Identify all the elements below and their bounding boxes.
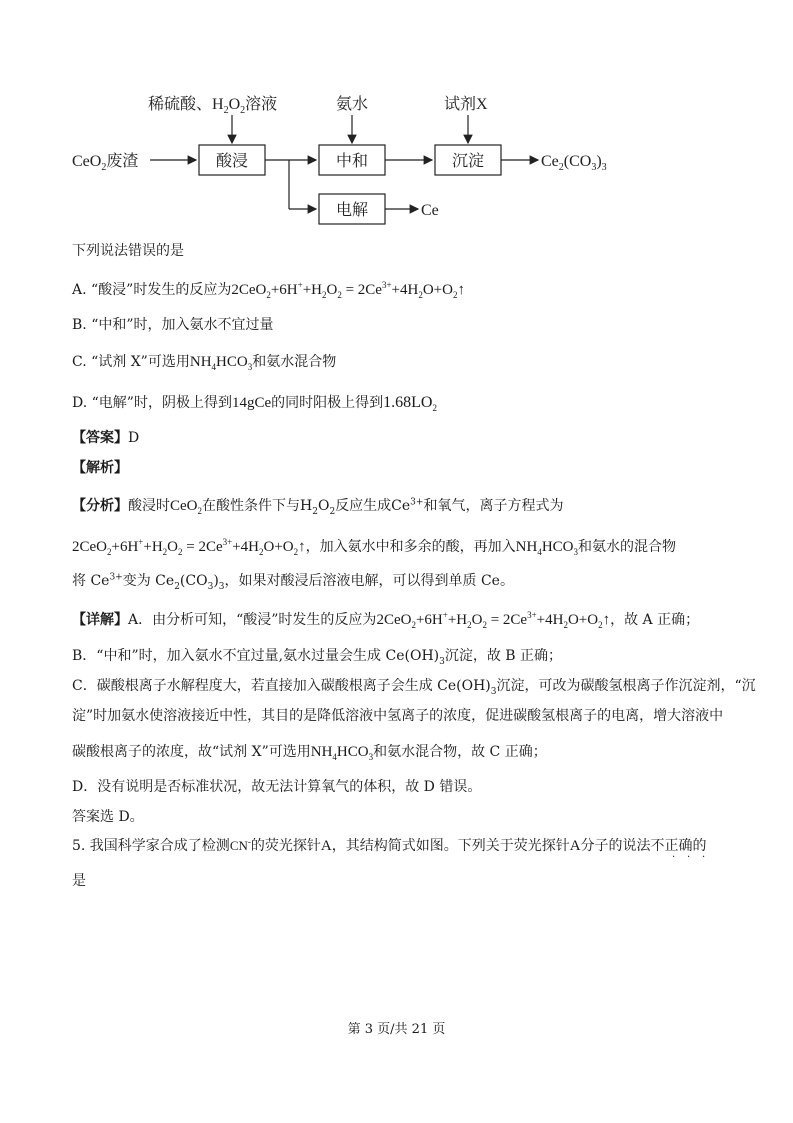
analysis-line-3: 将 $Ce^{3+}$变为 $Ce_2(CO_3)_3$，如果对酸浸后溶液电解，可以得到单质 Ce。 — [72, 572, 514, 592]
answer-line — [72, 428, 139, 448]
analysis-heading: 【解析】 — [72, 460, 128, 476]
page-footer: 第 3 页/共 21 页 — [347, 1022, 446, 1037]
question-5-line-2: 是 — [72, 873, 86, 889]
start-ceo2-label: CeO$_2$废渣 — [72, 153, 139, 173]
input-ammonia-label: 氨水 — [336, 96, 369, 113]
detail-line-c2: 淀”时加氨水使溶液接近中性，其目的是降低溶液中氢离子的浓度，促进碳酸氢根离子的电离，增大溶液中 — [72, 708, 724, 724]
answer-value: D — [128, 430, 140, 446]
analysis-line-1: 【分析】酸浸时CeO$_2$在酸性条件下与$H_2O_2$反应生成$Ce^{3+}$和氧气，离子方程式为 — [72, 497, 564, 517]
input-acid-label: 稀硫酸、$H_2O_2$溶液 — [148, 96, 278, 116]
emphasis-dot: · — [687, 852, 691, 863]
option-c: C. “试剂 X”可选用$NH_4HCO_3$和氨水混合物 — [72, 354, 337, 372]
product-ce-label: Ce — [421, 202, 439, 219]
detail-line-a: 【详解】A．由分析可知，“酸浸”时发生的反应为$2CeO_2+6H^++H_2O_2$ = $2Ce^{3+}+4H_2O+O_2↑$，故 A 正确； — [72, 610, 700, 630]
box-electrolysis-label: 电解 — [336, 202, 369, 219]
option-a-equation: $2CeO_2+6H^++H_2O_2$ = $2Ce^{3+}+4H_2O+O_2↑$ — [231, 280, 465, 300]
box-acid-leach-label: 酸浸 — [216, 153, 249, 170]
question-5-line-1: 5. 我国科学家合成了检测CN-的荧光探针A，其结构简式如图。下列关于荧光探针A分子的说法不正确的 — [72, 836, 707, 854]
final-answer: 答案选 D。 — [72, 809, 144, 825]
option-a-label: A. “酸浸”时发生的反应为 — [72, 282, 232, 298]
detail-line-c3: 碳酸根离子的浓度，故“试剂 X”可选用$NH_4HCO_3$和氨水混合物，故 C 正确； — [72, 744, 547, 762]
box-neutralize-label: 中和 — [336, 153, 369, 170]
detail-line-d: D．没有说明是否标准状况，故无法计算氧气的体积，故 D 错误。 — [72, 779, 482, 795]
option-a — [72, 280, 465, 300]
detail-line-b: B．“中和”时，加入氨水不宜过量,氨水过量会生成 $Ce(OH)_3$沉淀，故 B 正确； — [72, 648, 563, 667]
option-d: D. “电解”时，阴极上得到14gCe的同时阳极上得到$1.68LO_2$ — [72, 394, 437, 414]
emphasis-dot: · — [702, 852, 706, 863]
box-precipitate-label: 沉淀 — [452, 153, 485, 170]
process-flow-diagram — [0, 85, 793, 235]
emphasis-dot: · — [672, 852, 676, 863]
option-b: B. “中和”时，加入氨水不宜过量 — [72, 317, 274, 333]
detail-line-c1: C．碳酸根离子水解程度大，若直接加入碳酸根离子会生成 $Ce(OH)_3$沉淀，可改为碳酸氢根离子作沉淀剂，“沉 — [72, 678, 756, 697]
product-ce2co33-label: $Ce_2(CO_3)_3$ — [541, 153, 607, 173]
answer-tag: 【答案】 — [72, 430, 128, 446]
analysis-line-2: $2CeO_2+6H^++H_2O_2$ = $2Ce^{3+}+4H_2O+O_2↑$，加入氨水中和多余的酸，再加入$NH_4HCO_3$和氨水的混合物 — [72, 537, 676, 557]
question-stem: 下列说法错误的是 — [72, 243, 184, 259]
input-reagent-label: 试剂X — [444, 96, 488, 113]
